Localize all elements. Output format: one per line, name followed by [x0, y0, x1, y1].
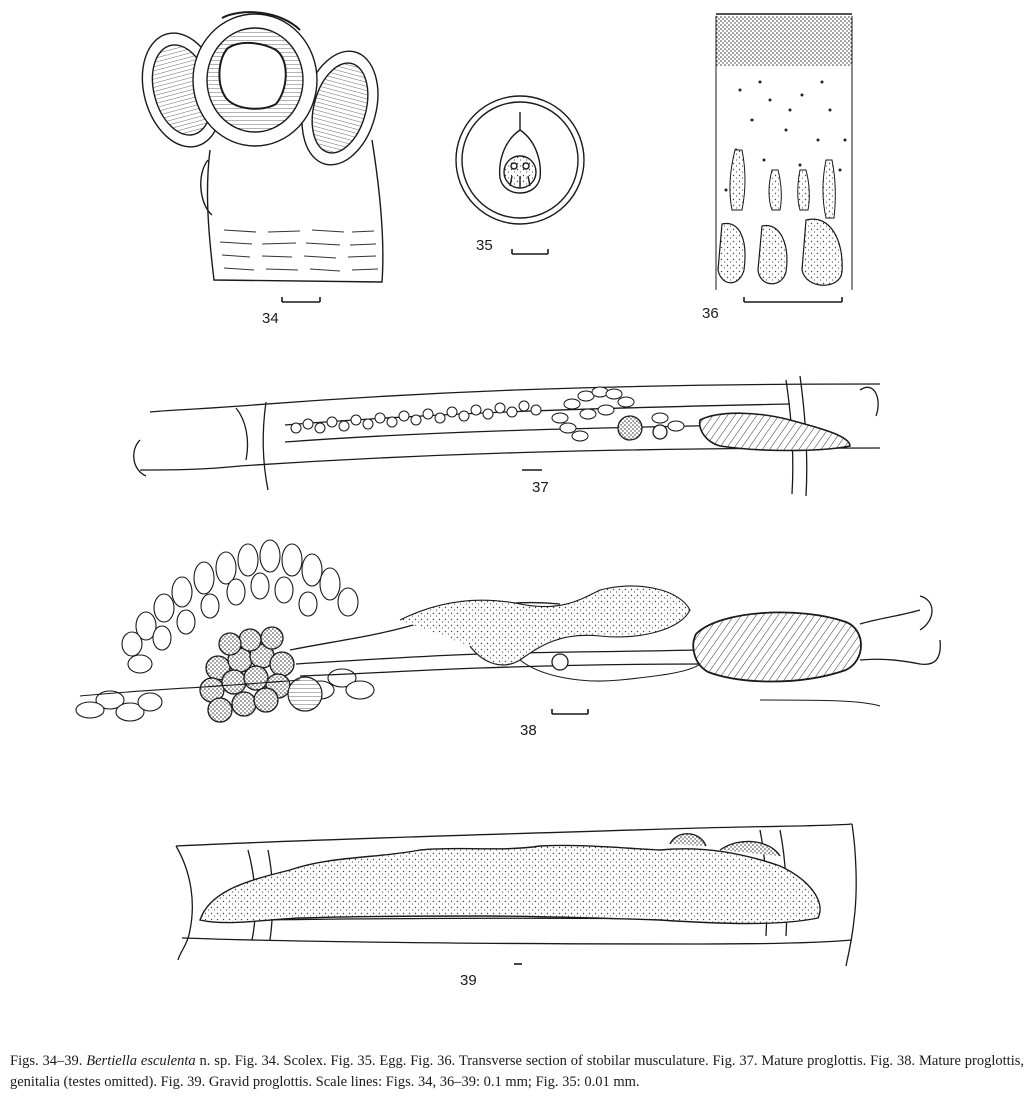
- figure-caption: [10, 1051, 1024, 1093]
- fig-34-scolex-drawing: [130, 12, 390, 282]
- fig-36-label: 36: [702, 305, 719, 322]
- fig-38-genitalia-drawing: [76, 540, 940, 722]
- fig-35-label: 35: [476, 237, 493, 254]
- fig-35-egg-drawing: [456, 96, 584, 224]
- caption-lead: Figs. 34–39.: [10, 1052, 83, 1069]
- fig-36-section-drawing: [716, 14, 852, 290]
- fig-34-label: 34: [262, 310, 279, 327]
- fig-38-label: 38: [520, 722, 537, 739]
- caption-species-name: Bertiella esculenta: [86, 1052, 196, 1069]
- fig-37-label: 37: [532, 479, 549, 496]
- fig-39-proglottis-drawing: [176, 824, 856, 966]
- caption-body: n. sp. Fig. 34. Scolex. Fig. 35. Egg. Fig. 36. Transverse section of stobilar musculature. Fig. 37. Mature proglottis. Fig. 38. Mature proglottis, genitalia (testes omitted). Fig. 39. Gravid proglottis. Scale lines: Figs. 34, 36–39: 0.1 mm; Fig. 35: 0.01 mm.: [10, 1052, 1025, 1090]
- fig-39-label: 39: [460, 972, 477, 989]
- fig-37-proglottis-drawing: [134, 376, 880, 496]
